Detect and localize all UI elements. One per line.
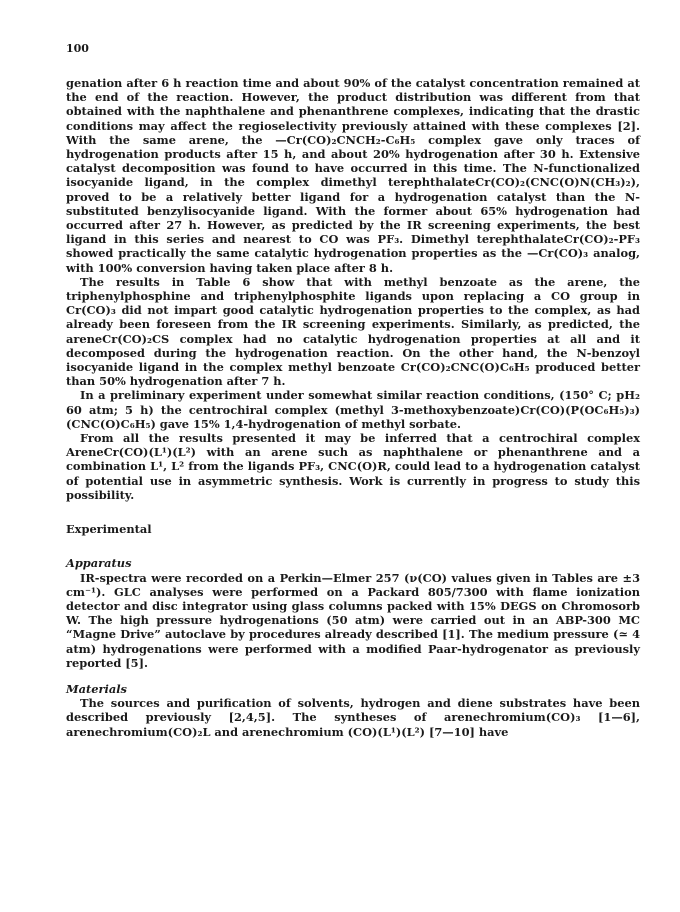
page-number: 100: [66, 42, 89, 55]
paragraph-conclusion: From all the results presented it may be inferred that a centrochiral complex AreneCr(CO)(L¹)(L²) with an arene such as naphthalene or phenanthrene and a combination L¹, L² from the ligands PF₃, CNC(O)R, could lead to a hydrogenation catalyst of potential use in asymmetric synthesis. Work is currently in progress to study this possibility.: [66, 431, 640, 502]
paragraph-apparatus: IR-spectra were recorded on a Perkin—Elmer 257 (ν(CO) values given in Tables are ±3 cm⁻¹). GLC analyses were performed on a Packard 805/7300 with flame ionization detector and disc integrator using glass columns packed with 15% DEGS on Chromosorb W. The high pressure hydrogenations (50 atm) were carried out in an ABP-300 MC “Magne Drive” autoclave by procedures already described [1]. The medium pressure (≃ 4 atm) hydrogenations were performed with a modified Paar-hydrogenator as previously reported [5].: [66, 570, 640, 670]
paragraph-preliminary-experiment: In a preliminary experiment under somewhat similar reaction conditions, (150° C; pH₂ 60 atm; 5 h) the centrochiral complex (methyl 3-methoxybenzoate)Cr(CO)(P(OC₆H₅)₃) (CNC(O)C₆H₅) gave 15% 1,4-hydrogenation of methyl sorbate.: [66, 388, 640, 431]
subsection-heading-apparatus: Apparatus: [66, 556, 132, 571]
paragraph-catalyst-results: genation after 6 h reaction time and about 90% of the catalyst concentration remained at the end of the reaction. However, the product distribution was different from that obtained with the naphthalene and phenanthrene complexes, indicating that the drastic conditions may affect the regioselectivity previously attained with these complexes [2]. With the same arene, the —Cr(CO)₂CNCH₂-C₆H₅ complex gave only traces of hydrogenation products after 15 h, and about 20% hydrogenation after 30 h. Extensive catalyst decomposition was found to have occurred in this time. The N-functionalized isocyanide ligand, in the complex dimethyl terephthalateCr(CO)₂(CNC(O)N(CH₃)₂), proved to be a relatively better ligand for a hydrogenation catalyst than the N-substituted benzylisocyanide ligand. With the former about 65% hydrogenation had occurred after 27 h. However, as predicted by the IR screening experiments, the best ligand in this series and nearest to CO was PF₃. Dimethyl terephthalateCr(CO)₂-PF₃ showed practically the same catalytic hydrogenation properties as the —Cr(CO)₃ analog, with 100% conversion having taken place after 8 h.: [66, 76, 640, 275]
paragraph-table6-results: The results in Table 6 show that with methyl benzoate as the arene, the triphenylphosphine and triphenylphosphite ligands upon replacing a CO group in Cr(CO)₃ did not impart good catalytic hydrogenation properties to the complex, as had already been foreseen from the IR screening experiments. Similarly, as predicted, the areneCr(CO)₂CS complex had no catalytic hydrogenation properties at all and it decomposed during the hydrogenation reaction. On the other hand, the N-benzoyl isocyanide ligand in the complex methyl benzoate Cr(CO)₂CNC(O)C₆H₅ produced better than 50% hydrogenation after 7 h.: [66, 274, 640, 389]
body-text: [66, 76, 640, 739]
section-heading-experimental: Experimental: [66, 522, 152, 537]
paragraph-materials: The sources and purification of solvents, hydrogen and diene substrates have been described previously [2,4,5]. The syntheses of arenechromium(CO)₃ [1—6], arenechromium(CO)₂L and arenechromium (CO)(L¹)(L²) [7—10] have: [66, 696, 640, 739]
subsection-heading-materials: Materials: [66, 681, 127, 696]
